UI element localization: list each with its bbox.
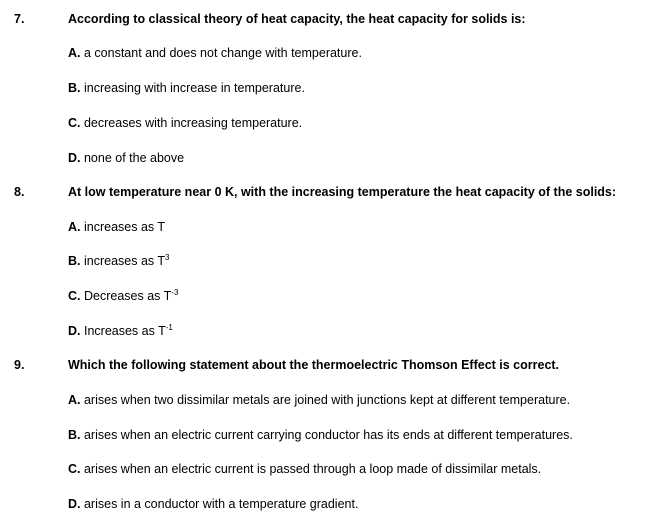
- option-exponent: -1: [165, 323, 173, 332]
- question-number: 7.: [14, 12, 25, 26]
- option-d[interactable]: [68, 151, 184, 165]
- option-letter: C.: [68, 462, 81, 476]
- option-text: arises when two dissimilar metals are joined with junctions kept at different temperature.: [83, 393, 571, 407]
- option-letter: A.: [68, 220, 81, 234]
- option-letter: B.: [68, 81, 81, 95]
- option-letter: B.: [68, 254, 81, 268]
- option-text: increases as T: [83, 254, 166, 268]
- option-b[interactable]: [68, 254, 170, 268]
- question-text: Which the following statement about the thermoelectric Thomson Effect is correct.: [68, 358, 560, 372]
- option-c[interactable]: [68, 462, 541, 476]
- option-text: none of the above: [83, 151, 185, 165]
- option-text: decreases with increasing temperature.: [83, 116, 303, 130]
- option-text: increasing with increase in temperature.: [83, 81, 305, 95]
- option-letter: D.: [68, 324, 81, 338]
- option-a[interactable]: [68, 46, 362, 60]
- option-c[interactable]: [68, 116, 302, 130]
- option-letter: A.: [68, 46, 81, 60]
- option-letter: B.: [68, 428, 81, 442]
- option-text: arises when an electric current is passed through a loop made of dissimilar metals.: [83, 462, 542, 476]
- option-letter: C.: [68, 289, 81, 303]
- option-d[interactable]: [68, 497, 358, 511]
- option-text: Decreases as T: [83, 289, 172, 303]
- option-c[interactable]: [68, 289, 178, 303]
- question-number: 8.: [14, 185, 25, 199]
- option-letter: D.: [68, 497, 81, 511]
- option-text: arises in a conductor with a temperature gradient.: [83, 497, 359, 511]
- question-text: At low temperature near 0 K, with the increasing temperature the heat capacity of the solids:: [68, 185, 617, 199]
- option-b[interactable]: [68, 81, 305, 95]
- option-text: arises when an electric current carrying conductor has its ends at different temperatures.: [83, 428, 573, 442]
- option-letter: D.: [68, 151, 81, 165]
- option-d[interactable]: [68, 324, 173, 338]
- option-text: Increases as T: [83, 324, 166, 338]
- option-exponent: 3: [165, 253, 170, 262]
- question-number: 9.: [14, 358, 25, 372]
- option-letter: C.: [68, 116, 81, 130]
- question-text: According to classical theory of heat capacity, the heat capacity for solids is:: [68, 12, 526, 26]
- option-b[interactable]: [68, 428, 573, 442]
- option-exponent: -3: [171, 288, 179, 297]
- option-a[interactable]: [68, 393, 570, 407]
- option-text: increases as T: [83, 220, 166, 234]
- option-text: a constant and does not change with temperature.: [83, 46, 362, 60]
- option-letter: A.: [68, 393, 81, 407]
- option-a[interactable]: [68, 220, 165, 234]
